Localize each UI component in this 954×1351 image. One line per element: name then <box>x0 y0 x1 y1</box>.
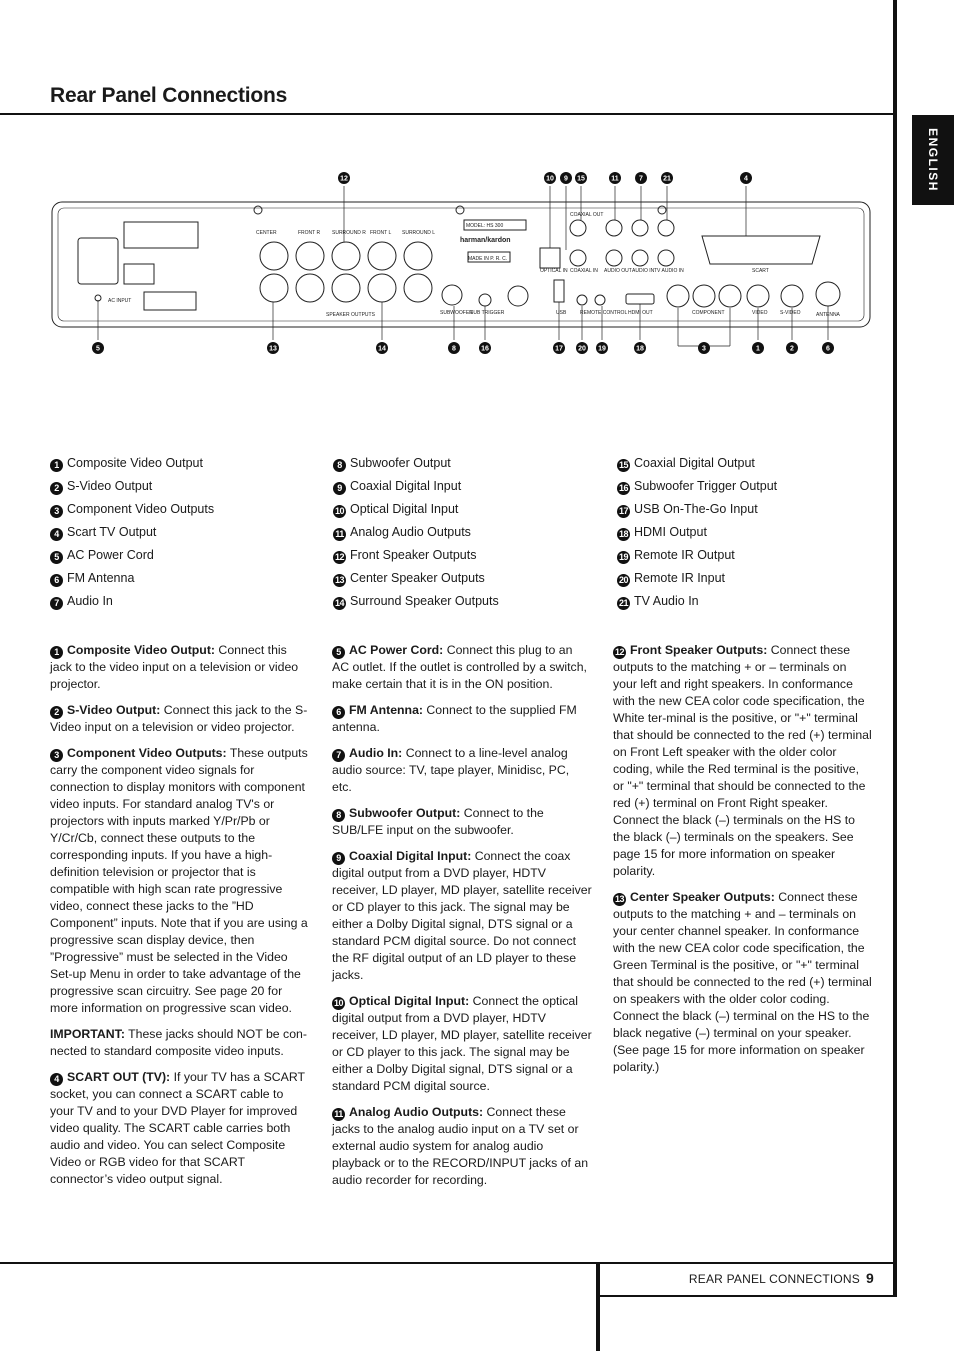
svg-text:5: 5 <box>96 345 100 353</box>
label-surround-r: SURROUND R <box>332 230 366 236</box>
right-border-rule <box>893 0 897 1297</box>
label-scart: SCART <box>752 268 769 274</box>
number-badge: 3 <box>50 749 63 762</box>
label-front-l: FRONT L <box>370 230 392 236</box>
speaker-terminals <box>260 242 432 302</box>
description-paragraph <box>332 1104 592 1189</box>
label-model: MODEL: HS 300 <box>466 223 504 229</box>
callout-badge <box>661 172 673 184</box>
number-badge: 7 <box>50 597 63 610</box>
legend-label: Coaxial Digital Input <box>350 479 462 493</box>
description-paragraph <box>332 642 592 693</box>
legend-item <box>50 475 214 498</box>
label-center: CENTER <box>256 230 277 236</box>
paragraph-heading: Coaxial Digital Input: <box>349 849 472 863</box>
paragraph-heading: Component Video Outputs: <box>67 746 227 760</box>
legend-label: Surround Speaker Outputs <box>350 594 499 608</box>
legend-item <box>50 544 214 567</box>
number-badge: 21 <box>618 598 628 608</box>
label-coaxial-in: COAXIAL IN <box>570 268 598 274</box>
paragraph-text: These outputs carry the component video signals for connection to display monitors with component video inputs. For standard analog TV's or projectors with inputs marked Y/Pr/Pb or Y/Cr/Cb, connect these outputs to the corresponding inputs. If you have a high-definition television or projector that is compatible with high scan rate progressive video, connect these jacks to the ”HD Component” inputs. Note that if you are using a progressive scan display device, then ”Progressive” must be selected in the Video Set-up Menu in order to take advantage of the progressive scan circuitry. See page 20 for more information on progressive scan video. <box>50 746 308 1015</box>
legend-label: Audio In <box>67 594 113 608</box>
audio-out-jack <box>606 250 622 266</box>
number-badge: 14 <box>334 598 344 608</box>
scart-connector <box>702 236 820 264</box>
callout-badge <box>267 342 279 354</box>
number-badge: 10 <box>334 506 344 516</box>
number-badge: 13 <box>334 575 344 585</box>
label-made-in: MADE IN P. R. C. <box>468 256 508 262</box>
paragraph-text: If your TV has a SCART socket, you can connect a SCART cable to your TV and to your DVD Player for improved video quality. The SCART cable carries both audio and video. You can select Composite Video or RGB video for that SCART connector’s video output signal. <box>50 1070 305 1186</box>
description-paragraph <box>613 642 873 880</box>
label-ac-input: AC INPUT <box>108 298 132 304</box>
paragraph-heading: S-Video Output: <box>67 703 161 717</box>
number-badge: 8 <box>333 459 346 472</box>
label-front-r: FRONT R <box>298 230 321 236</box>
number-badge: 17 <box>618 506 628 516</box>
screw <box>254 206 262 214</box>
audio-in-jack <box>632 250 648 266</box>
callout-badge <box>338 172 350 184</box>
legend-label: HDMI Output <box>634 525 707 539</box>
svg-text:8: 8 <box>452 345 456 353</box>
legend-label: Subwoofer Trigger Output <box>634 479 778 493</box>
callout-badge <box>740 172 752 184</box>
audio-in-jack <box>632 220 648 236</box>
legend-label: Subwoofer Output <box>350 456 451 470</box>
remote-in-jack <box>577 295 587 305</box>
number-badge: 4 <box>50 528 63 541</box>
callout-badge <box>479 342 491 354</box>
paragraph-text: Connect the coax digital output from a DVD player, HDTV receiver, LD player, MD player, satellite receiver or CD player to this jack. The signal may be either a Dolby Digital signal, DTS signal or a standard PCM digital source. Do not connect the RF digital output of an LD player to these jacks. <box>332 849 592 982</box>
paragraph-text: Connect these outputs to the matching + and – terminals on your center channel speaker. In conformance with the new CEA color code specification, the Green Terminal is the positive, or "+" terminal that should be connected to the red (+) terminal on speakers with the older color coding. Connect the black (–) terminal on the HS to the black negative (–) terminal on your speaker. (See page 15 for more information on speaker polarity.) <box>613 890 872 1074</box>
paragraph-heading: Optical Digital Input: <box>349 994 470 1008</box>
paragraph-text: Connect this jack to the S-Video input on a television or video projector. <box>50 703 308 734</box>
page-title: Rear Panel Connections <box>50 84 288 107</box>
fm-antenna-jack <box>816 282 840 306</box>
paragraph-text: Connect these outputs to the matching + or – terminals on your left and right speakers. In conformance with the new CEA color code specification, the White ter-minal is the positive, or "+" terminal that should be connected to the red (+) terminal on Front Left speaker with the older color coding, while the Red terminal is the positive, or "+" terminal that should be connected to the red (+) terminal on Front Right speaker. Connect the black (–) terminals on the HS to the black (–) terminals on the speakers. See page 15 for more information on speaker polarity. <box>613 643 872 878</box>
legend-label: Front Speaker Outputs <box>350 548 477 562</box>
legend-item <box>50 498 214 521</box>
callout-badge <box>376 342 388 354</box>
callout-badge <box>575 172 587 184</box>
paragraph-heading: Composite Video Output: <box>67 643 216 657</box>
paragraph-text: Connect to the supplied FM antenna. <box>332 703 577 734</box>
number-badge: 15 <box>618 460 628 470</box>
paragraph-text: These jacks should NOT be con-nected to standard composite video inputs. <box>50 1027 307 1058</box>
callout-badge <box>822 342 834 354</box>
number-badge: 6 <box>50 574 63 587</box>
number-badge: 16 <box>618 483 628 493</box>
paragraph-text: Connect this jack to the video input on a television or video projector. <box>50 643 299 691</box>
footer-rule <box>0 1262 893 1264</box>
callout-badge <box>92 342 104 354</box>
usb-port <box>554 280 564 302</box>
number-badge: 3 <box>50 505 63 518</box>
callout-badge <box>609 172 621 184</box>
description-paragraph <box>50 642 310 693</box>
svg-text:6: 6 <box>826 345 830 353</box>
description-paragraph <box>50 702 310 736</box>
legend-column-3 <box>617 452 777 613</box>
paragraph-text: Connect the optical digital output from a DVD player, HDTV receiver, LD player, MD player, satellite receiver or CD player to this jack. The signal may be either a Dolby Digital signal, DTS signal or a standard PCM digital source. <box>332 994 592 1093</box>
legend-label: S-Video Output <box>67 479 153 493</box>
legend-item <box>50 521 214 544</box>
legend-label: FM Antenna <box>67 571 135 585</box>
page-number: 9 <box>866 1270 874 1286</box>
callout-lines <box>98 186 828 346</box>
paragraph-text: Connect this plug to an AC outlet. If the outlet is controlled by a switch, make certain that it is in the ON position. <box>332 643 587 691</box>
certification-marks <box>124 264 154 284</box>
description-paragraph <box>332 702 592 736</box>
legend-item <box>50 590 214 613</box>
number-badge: 5 <box>50 551 63 564</box>
number-badge: 12 <box>614 647 624 657</box>
description-paragraph <box>332 805 592 839</box>
subwoofer-jack <box>442 285 462 305</box>
legend-item <box>617 567 777 590</box>
svg-text:17: 17 <box>555 345 563 353</box>
number-badge: 5 <box>332 646 345 659</box>
legend-item <box>333 567 499 590</box>
legend-item <box>617 498 777 521</box>
callout-badge <box>752 342 764 354</box>
svg-text:19: 19 <box>598 345 606 353</box>
label-subwoofer: SUBWOOFER <box>440 310 473 316</box>
legend-label: Center Speaker Outputs <box>350 571 485 585</box>
svg-text:7: 7 <box>639 175 643 183</box>
label-video: VIDEO <box>752 310 768 316</box>
number-badge: 4 <box>50 1073 63 1086</box>
number-badge: 10 <box>333 998 343 1008</box>
number-badge: 9 <box>333 482 346 495</box>
svg-text:9: 9 <box>564 175 568 183</box>
number-badge: 2 <box>50 706 63 719</box>
legend-item <box>333 544 499 567</box>
body-column-2 <box>332 642 592 1198</box>
paragraph-text: Connect these jacks to the analog audio input on a TV set or external audio system for analog audio playback or to the RECORD/INPUT jacks of an audio recorder for recording. <box>332 1105 589 1187</box>
component-pb-jack <box>693 285 715 307</box>
legend-item <box>333 498 499 521</box>
legend-label: Scart TV Output <box>67 525 157 539</box>
paragraph-text: Connect to the SUB/LFE input on the subwoofer. <box>332 806 544 837</box>
sub-trigger-jack <box>479 294 491 306</box>
description-paragraph <box>332 993 592 1095</box>
callout-badge <box>544 172 556 184</box>
number-badge: 11 <box>332 1108 345 1121</box>
screw <box>658 206 666 214</box>
footer-vertical-rule <box>596 1262 600 1351</box>
s-video-jack <box>781 285 803 307</box>
legend-column-2 <box>333 452 499 613</box>
legend-item <box>50 567 214 590</box>
svg-text:14: 14 <box>378 345 386 353</box>
optical-in-jack <box>540 248 560 268</box>
number-badge: 20 <box>618 575 628 585</box>
legend-item <box>333 590 499 613</box>
paragraph-heading: Center Speaker Outputs: <box>630 890 775 904</box>
legend-label: Remote IR Output <box>634 548 735 562</box>
paragraph-heading: Front Speaker Outputs: <box>630 643 768 657</box>
legend-item <box>333 452 499 475</box>
svg-text:1: 1 <box>756 345 760 353</box>
callout-badge <box>596 342 608 354</box>
label-hdmi-out: HDMI OUT <box>628 310 653 316</box>
number-badge: 2 <box>50 482 63 495</box>
legend-label: Coaxial Digital Output <box>634 456 755 470</box>
legend-item <box>50 452 214 475</box>
callout-badge <box>634 342 646 354</box>
important-note <box>50 1026 310 1060</box>
legend-item <box>617 452 777 475</box>
svg-text:4: 4 <box>744 175 748 183</box>
body-column-3 <box>613 642 873 1085</box>
svg-text:11: 11 <box>611 175 619 183</box>
label-antenna: ANTENNA <box>816 312 840 318</box>
number-badge: 19 <box>618 552 628 562</box>
paragraph-heading: SCART OUT (TV): <box>67 1070 171 1084</box>
footer-section-title: REAR PANEL CONNECTIONS <box>688 1272 860 1286</box>
paragraph-heading: FM Antenna: <box>349 703 423 717</box>
number-badge: 13 <box>614 894 624 904</box>
callout-badge <box>576 342 588 354</box>
paragraph-text: Connect to a line-level analog audio source: TV, tape player, Minidisc, PC, etc. <box>332 746 570 794</box>
number-badge: 9 <box>332 852 345 865</box>
component-pr-jack <box>719 285 741 307</box>
legend-label: TV Audio In <box>634 594 699 608</box>
svg-text:3: 3 <box>702 345 706 353</box>
label-tv-audio-in: TV AUDIO IN <box>654 268 684 274</box>
label-sub-trigger: SUB TRIGGER <box>470 310 505 316</box>
number-badge: 1 <box>50 459 63 472</box>
legend-label: Analog Audio Outputs <box>350 525 471 539</box>
number-badge: 11 <box>333 528 346 541</box>
svg-text:10: 10 <box>546 175 554 183</box>
paragraph-heading: Analog Audio Outputs: <box>349 1105 484 1119</box>
description-paragraph <box>50 1069 310 1188</box>
svg-text:15: 15 <box>577 175 585 183</box>
usb-logo-icon <box>508 286 528 306</box>
footer-underline <box>600 1295 897 1297</box>
callout-badge <box>553 342 565 354</box>
rear-panel-diagram <box>40 160 890 370</box>
legend-item <box>617 521 777 544</box>
description-paragraph <box>50 745 310 1017</box>
svg-text:20: 20 <box>578 345 586 353</box>
screw <box>456 206 464 214</box>
description-paragraph <box>613 889 873 1076</box>
brand-logo: harman/kardon <box>460 237 511 244</box>
svg-text:18: 18 <box>636 345 644 353</box>
legend-label: AC Power Cord <box>67 548 154 562</box>
body-column-1 <box>50 642 310 1197</box>
number-badge: 6 <box>332 706 345 719</box>
legend-label: Optical Digital Input <box>350 502 459 516</box>
number-badge: 8 <box>332 809 345 822</box>
callout-badge <box>560 172 572 184</box>
ac-power-cord-icon <box>78 238 118 284</box>
label-speaker-outputs: SPEAKER OUTPUTS <box>326 312 375 318</box>
paragraph-heading: Audio In: <box>349 746 403 760</box>
label-s-video: S-VIDEO <box>780 310 801 316</box>
legend-label: Component Video Outputs <box>67 502 215 516</box>
label-optical-in: OPTICAL IN <box>540 268 568 274</box>
audio-out-jack <box>606 220 622 236</box>
svg-text:13: 13 <box>269 345 277 353</box>
label-usb: USB <box>556 310 567 316</box>
svg-text:16: 16 <box>481 345 489 353</box>
label-surround-l: SURROUND L <box>402 230 436 236</box>
page-footer <box>689 1270 874 1286</box>
composite-video-jack <box>747 285 769 307</box>
label-remote-control: REMOTE CONTROL <box>580 310 628 316</box>
remote-out-jack <box>595 295 605 305</box>
warning-label-plate <box>124 222 198 248</box>
language-tab-label: ENGLISH <box>926 128 940 192</box>
callout-badge <box>448 342 460 354</box>
paragraph-heading: IMPORTANT: <box>50 1027 125 1041</box>
paragraph-heading: Subwoofer Output: <box>349 806 461 820</box>
paragraph-heading: AC Power Cord: <box>349 643 444 657</box>
svg-text:21: 21 <box>663 175 671 183</box>
tv-audio-in-jack <box>658 250 674 266</box>
legend-column-1 <box>50 452 214 613</box>
component-y-jack <box>667 285 689 307</box>
legend-label: USB On-The-Go Input <box>634 502 758 516</box>
tv-audio-in-jack <box>658 220 674 236</box>
label-audio-in: AUDIO IN <box>632 268 655 274</box>
header-rule <box>0 113 893 115</box>
legend-item <box>333 521 499 544</box>
legend-item <box>617 475 777 498</box>
callout-badge <box>635 172 647 184</box>
label-audio-out: AUDIO OUT <box>604 268 632 274</box>
svg-text:2: 2 <box>790 345 794 353</box>
coaxial-in-jack <box>570 250 586 266</box>
legend-item <box>617 544 777 567</box>
label-component: COMPONENT <box>692 310 725 316</box>
svg-text:12: 12 <box>340 175 348 183</box>
legend-item <box>617 590 777 613</box>
label-coaxial-out: COAXIAL OUT <box>570 212 604 218</box>
language-tab <box>912 115 954 205</box>
description-paragraph <box>332 745 592 796</box>
callout-badge <box>698 342 710 354</box>
warning-triangle-label <box>144 292 196 310</box>
legend-label: Remote IR Input <box>634 571 726 585</box>
legend-item <box>333 475 499 498</box>
number-badge: 12 <box>334 552 344 562</box>
number-badge: 7 <box>332 749 345 762</box>
hdmi-out-port <box>626 294 654 304</box>
callout-badge <box>786 342 798 354</box>
legend-label: Composite Video Output <box>67 456 203 470</box>
number-badge: 1 <box>50 646 63 659</box>
number-badge: 18 <box>618 529 628 539</box>
coaxial-out-jack <box>570 220 586 236</box>
description-paragraph <box>332 848 592 984</box>
